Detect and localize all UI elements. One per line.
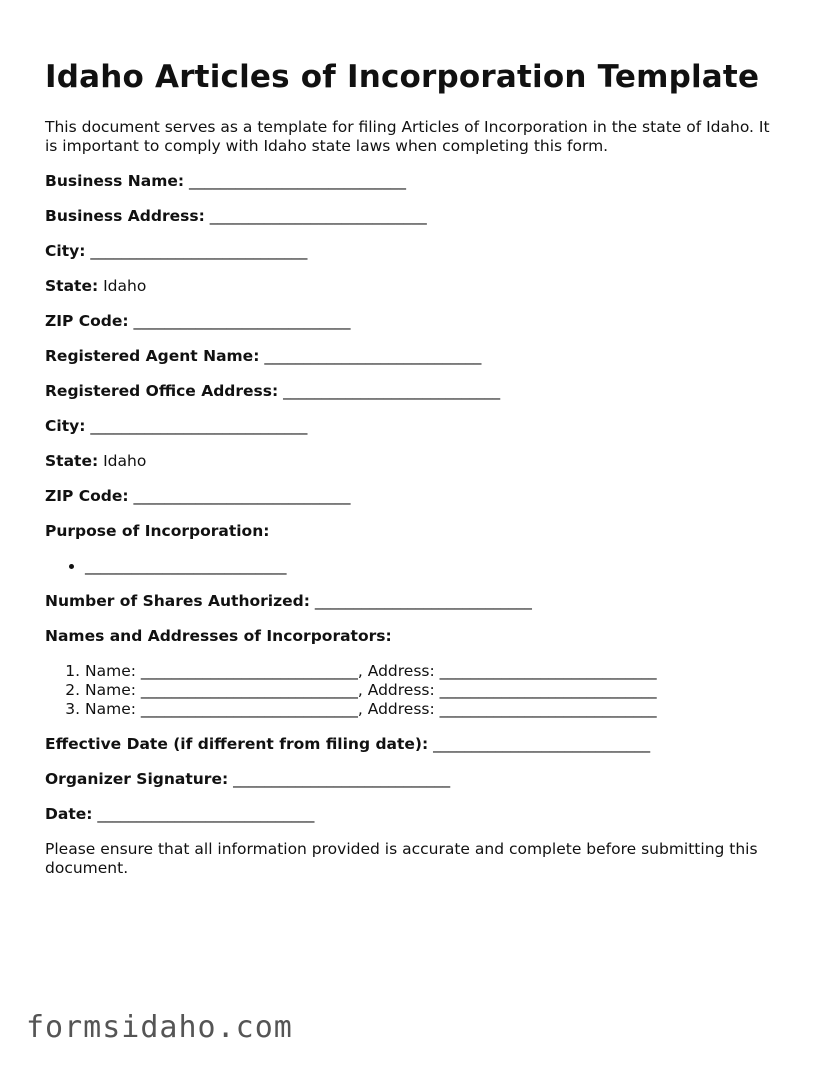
incorporator-name-label: Name: xyxy=(85,662,136,680)
business-name-blank[interactable]: ____________________________ xyxy=(189,172,407,190)
registered-office-address-field[interactable] xyxy=(45,382,785,401)
incorporator-name-blank[interactable]: ____________________________ xyxy=(140,681,358,699)
registered-agent-name-field[interactable] xyxy=(45,347,785,366)
zip-code-label: ZIP Code: xyxy=(45,312,129,330)
date-blank[interactable]: ____________________________ xyxy=(97,805,315,823)
date-field[interactable] xyxy=(45,805,785,824)
shares-authorized-blank[interactable]: ____________________________ xyxy=(314,592,532,610)
registered-agent-name-label: Registered Agent Name: xyxy=(45,347,260,365)
business-address-field[interactable] xyxy=(45,207,785,226)
zip-code-blank[interactable]: ____________________________ xyxy=(133,312,351,330)
zip-code-field[interactable] xyxy=(45,312,785,331)
office-zip-code-label: ZIP Code: xyxy=(45,487,129,505)
incorporator-row[interactable] xyxy=(85,681,785,700)
office-zip-code-blank[interactable]: ____________________________ xyxy=(133,487,351,505)
office-zip-code-field[interactable] xyxy=(45,487,785,506)
purpose-list xyxy=(45,557,785,576)
incorporator-address-label: , Address: xyxy=(357,681,435,699)
organizer-signature-field[interactable] xyxy=(45,770,785,789)
office-city-label: City: xyxy=(45,417,86,435)
purpose-label: Purpose of Incorporation: xyxy=(45,522,270,540)
incorporator-name-blank[interactable]: ____________________________ xyxy=(140,700,358,718)
registered-office-address-blank[interactable]: ____________________________ xyxy=(283,382,501,400)
effective-date-field[interactable] xyxy=(45,735,785,754)
city-field[interactable] xyxy=(45,242,785,261)
office-city-field[interactable] xyxy=(45,417,785,436)
purpose-blank[interactable]: • __________________________ xyxy=(85,557,785,576)
state-value: Idaho xyxy=(103,277,147,295)
shares-authorized-field[interactable] xyxy=(45,592,785,611)
office-city-blank[interactable]: ____________________________ xyxy=(90,417,308,435)
business-address-blank[interactable]: ____________________________ xyxy=(209,207,427,225)
registered-agent-name-blank[interactable]: ____________________________ xyxy=(264,347,482,365)
page-title: Idaho Articles of Incorporation Template xyxy=(45,59,760,95)
organizer-signature-blank[interactable]: ____________________________ xyxy=(233,770,451,788)
state-field xyxy=(45,277,785,296)
document-page xyxy=(45,58,785,894)
state-label: State: xyxy=(45,277,99,295)
incorporators-field xyxy=(45,627,785,646)
incorporators-label: Names and Addresses of Incorporators: xyxy=(45,627,392,645)
registered-office-address-label: Registered Office Address: xyxy=(45,382,279,400)
office-state-field xyxy=(45,452,785,471)
business-name-field[interactable] xyxy=(45,172,785,191)
date-label: Date: xyxy=(45,805,93,823)
intro-paragraph: This document serves as a template for filing Articles of Incorporation in the state of Idaho. It is important to comply with Idaho state laws when completing this form. xyxy=(45,118,770,155)
incorporator-address-blank[interactable]: ____________________________ xyxy=(439,700,657,718)
incorporators-list xyxy=(45,662,785,719)
incorporator-address-label: , Address: xyxy=(357,700,435,718)
closing-note: Please ensure that all information provided is accurate and complete before submitting this document. xyxy=(45,840,758,877)
incorporator-address-label: , Address: xyxy=(357,662,435,680)
effective-date-blank[interactable]: ____________________________ xyxy=(433,735,651,753)
incorporator-address-blank[interactable]: ____________________________ xyxy=(439,681,657,699)
shares-authorized-label: Number of Shares Authorized: xyxy=(45,592,310,610)
city-blank[interactable]: ____________________________ xyxy=(90,242,308,260)
incorporator-name-label: Name: xyxy=(85,681,136,699)
incorporator-row[interactable] xyxy=(85,700,785,719)
incorporator-address-blank[interactable]: ____________________________ xyxy=(439,662,657,680)
site-watermark: formsidaho.com xyxy=(26,1010,293,1045)
effective-date-label: Effective Date (if different from filing date): xyxy=(45,735,429,753)
purpose-field xyxy=(45,522,785,541)
city-label: City: xyxy=(45,242,86,260)
incorporator-name-label: Name: xyxy=(85,700,136,718)
incorporator-row[interactable] xyxy=(85,662,785,681)
incorporator-name-blank[interactable]: ____________________________ xyxy=(140,662,358,680)
business-address-label: Business Address: xyxy=(45,207,205,225)
business-name-label: Business Name: xyxy=(45,172,185,190)
office-state-value: Idaho xyxy=(103,452,147,470)
office-state-label: State: xyxy=(45,452,99,470)
organizer-signature-label: Organizer Signature: xyxy=(45,770,229,788)
